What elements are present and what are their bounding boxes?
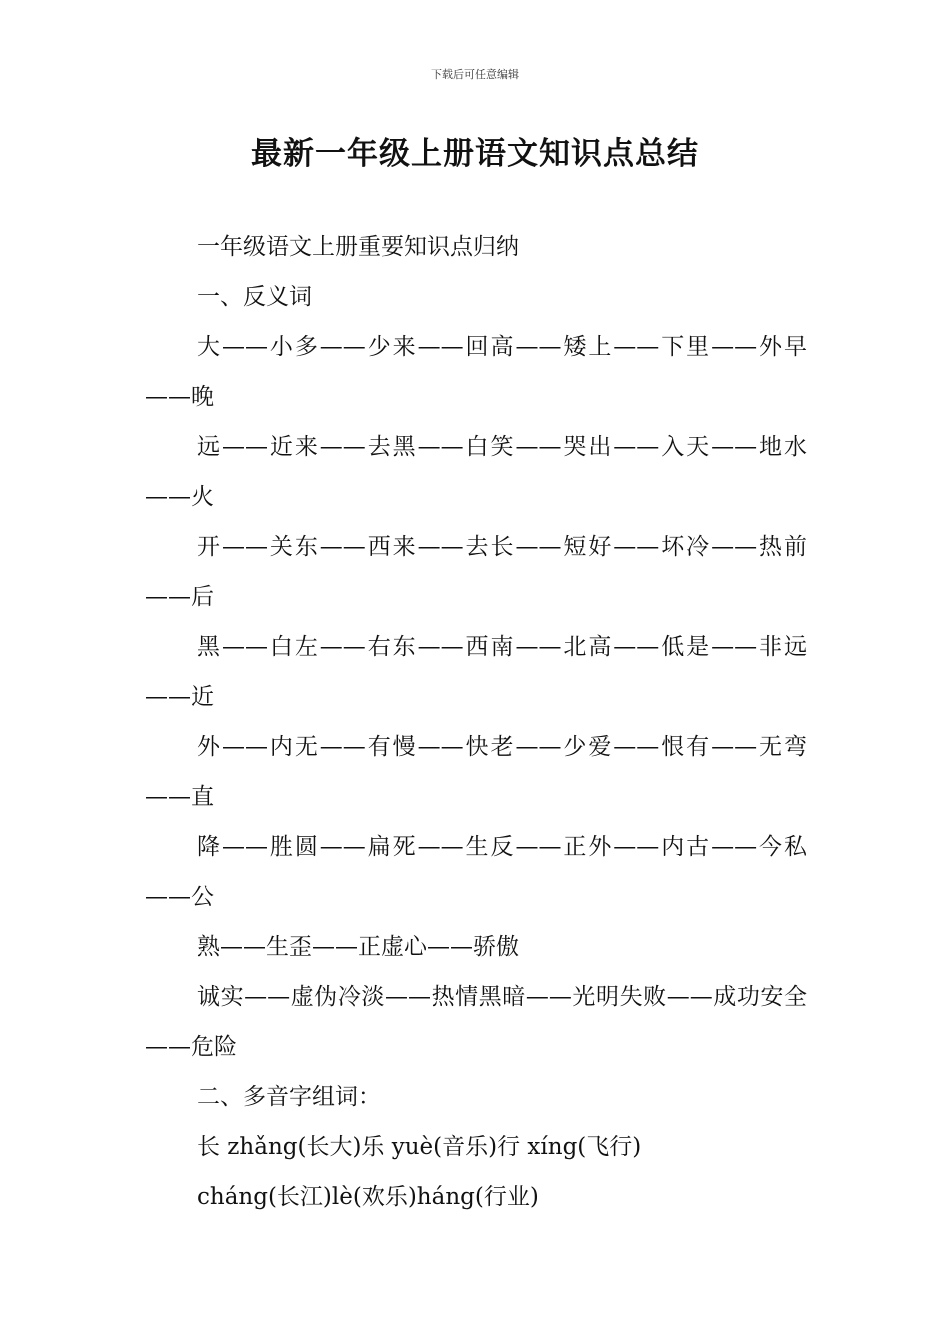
antonym-line: 降——胜圆——扁死——生反——正外——内古——今私——公	[145, 834, 807, 910]
antonym-line: 诚实——虚伪冷淡——热情黑暗——光明失败——成功安全——危险	[145, 984, 807, 1060]
section-heading-polyphones: 二、多音字组词：	[197, 1084, 381, 1110]
paragraph-intro: 一年级语文上册重要知识点归纳	[197, 234, 519, 260]
section-heading-antonyms: 一、反义词	[197, 284, 312, 310]
polyphone-line: 长 zhǎng(长大)乐 yuè(音乐)行 xíng(飞行)	[197, 1134, 642, 1160]
antonym-line: 熟——生歪——正虚心——骄傲	[197, 934, 519, 960]
antonym-line: 大——小多——少来——回高——矮上——下里——外早——晚	[145, 334, 807, 410]
antonym-line: 开——关东——西来——去长——短好——坏冷——热前——后	[145, 534, 807, 610]
polyphone-line: cháng(长江)lè(欢乐)háng(行业)	[197, 1184, 539, 1210]
page-header-note: 下载后可任意编辑	[431, 68, 519, 81]
document-title: 最新一年级上册语文知识点总结	[251, 136, 699, 172]
antonym-line: 外——内无——有慢——快老——少爱——恨有——无弯——直	[145, 734, 807, 810]
document-body	[145, 222, 807, 1222]
antonym-line: 黑——白左——右东——西南——北高——低是——非远——近	[145, 634, 807, 710]
antonym-line: 远——近来——去黑——白笑——哭出——入天——地水——火	[145, 434, 807, 510]
